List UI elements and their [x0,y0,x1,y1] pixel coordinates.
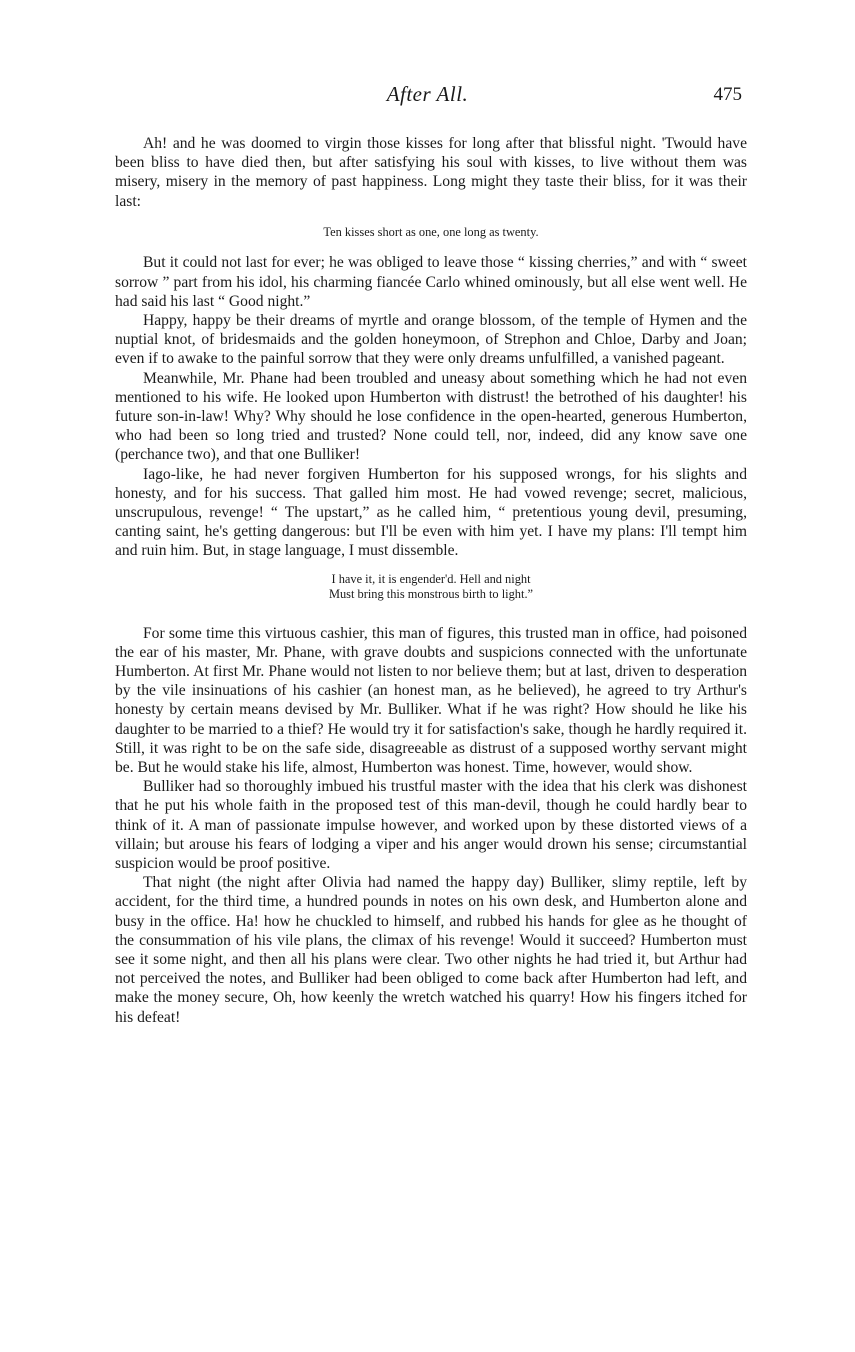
verse-line: I have it, it is engender'd. Hell and night [331,571,531,586]
paragraph-7: Bulliker had so thoroughly imbued his trustful master with the idea that his clerk was dishonest that he put his whole faith in the proposed test of this man-devil, though he could hardly bear to think of it. A man of passionate impulse however, and worked upon by these distorted views of a villain; but arouse his fears of lodging a viper and his anger would drown his sense; circumstantial suspicion would be proof positive. [115,778,747,872]
paragraph-3: Happy, happy be their dreams of myrtle and orange blossom, of the temple of Hymen and the nuptial knot, of bridesmaids and the golden honeymoon, of Strephon and Chloe, Darby and Joan; even if to awake to the painful sorrow that they were only dreams unfulfilled, a vanished pageant. [115,311,747,368]
paragraph-2: But it could not last for ever; he was obliged to leave those “ kissing cherries,” and with “ sweet sorrow ” part from his idol, his charming fiancée Carlo whined ominously, but all else went well. He had said his last “ Good night.” [115,254,747,310]
page-header [115,82,740,112]
page-body [115,134,747,1027]
paragraph-8: That night (the night after Olivia had named the happy day) Bulliker, slimy reptile, left by accident, for the third time, a hundred pounds in notes on his own desk, and Humberton alone and busy in the office. Ha! how he chuckled to himself, and rubbed his hands for glee as he thought of the consummation of his vile plans, the climax of his revenge! Would it succeed? Humberton must see it some night, and then all his plans were clear. Two other nights he had tried it, but Arthur had not perceived the notes, and Bulliker had been obliged to come back after Humberton had left, and make the money secure, Oh, how keenly the wretch watched his quarry! How his fingers itched for his defeat! [115,874,747,1026]
verse-quote-2 [115,572,747,603]
page-number: 475 [713,84,742,105]
paragraph-1: Ah! and he was doomed to virgin those kisses for long after that blissful night. 'Twould have been bliss to have died then, but after satisfying his soul with kisses, to live without them was misery, misery in the memory of past happiness. Long might they taste their bliss, for it was their last: [115,135,747,210]
verse-quote-1: Ten kisses short as one, one long as twenty. [323,224,539,239]
paragraph-6: For some time this virtuous cashier, this man of figures, this trusted man in office, had poisoned the ear of his master, Mr. Phane, with grave doubts and suspicions connected with the unfortunate Humberton. At first Mr. Phane would not listen to nor believe them; but at last, driven to desperation by the vile insinuations of his cashier (an honest man, as he believed), he agreed to try Arthur's honesty by certain means devised by Mr. Bulliker. What if he was right? How should he like his daughter to be married to a thief? He would try it for satisfaction's sake, though he hardly required it. Still, it was right to be on the safe side, disagreeable as distrust of a supposed worthy servant might be. But he would stake his life, almost, Humberton was honest. Time, however, would show. [115,624,747,776]
paragraph-4: Meanwhile, Mr. Phane had been troubled and uneasy about something which he had not even mentioned to his wife. He looked upon Humberton with distrust! the betrothed of his daughter! his future son-in-law! Why? Why should he lose confidence in the open-hearted, generous Humberton, who had been so long tried and trusted? None could tell, nor, indeed, did any know save one (perchance two), and that one Bulliker! [115,369,747,464]
paragraph-5: Iago-like, he had never forgiven Humberton for his supposed wrongs, for his slights and honesty, and for his success. That galled him most. He had vowed revenge; secret, malicious, unscrupulous, revenge! “ The upstart,” as he called him, “ pretentious young devil, presuming, canting saint, he's getting dangerous: but I'll be even with him yet. I have my plans: I'll tempt him and ruin him. But, in stage language, I must dissemble. [115,465,747,560]
running-title: After All. [386,82,469,106]
verse-line: Must bring this monstrous birth to light.” [328,587,534,602]
